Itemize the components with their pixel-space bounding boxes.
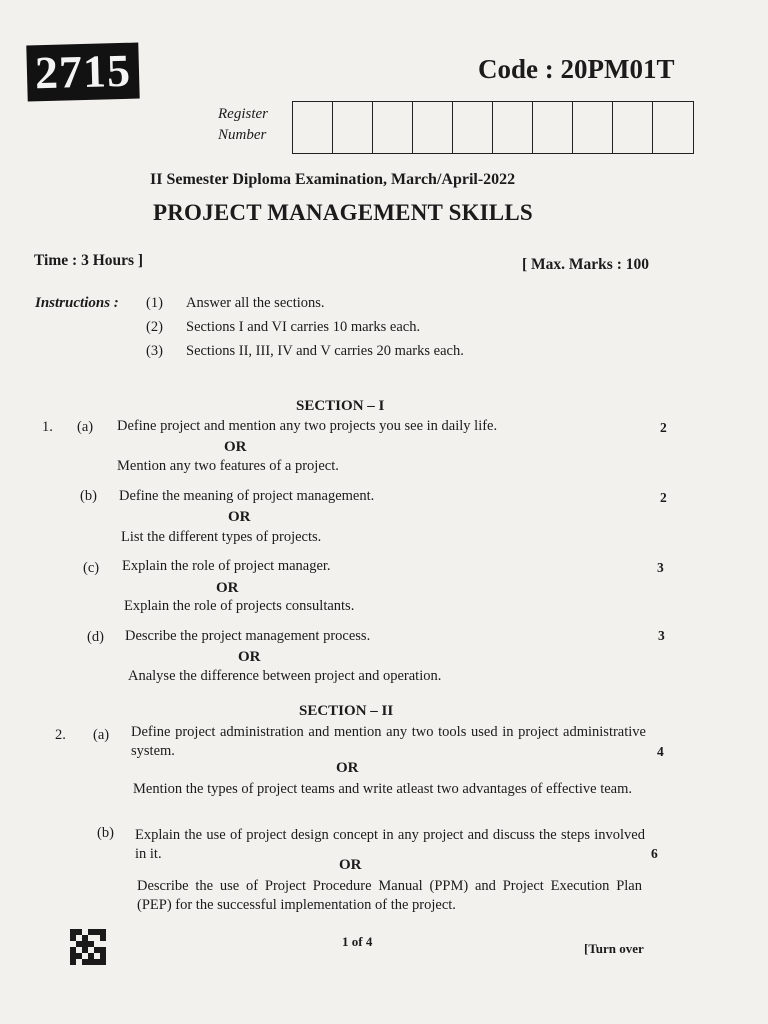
register-box <box>533 102 573 153</box>
subject-code: Code : 20PM01T <box>478 54 675 84</box>
register-box <box>293 102 333 153</box>
alternative-question-text: List the different types of projects. <box>121 529 322 545</box>
register-number-boxes <box>292 101 694 154</box>
alternative-question-text: Analyse the difference between project and operation. <box>128 668 442 684</box>
qr-code-icon <box>70 929 106 965</box>
question-marks: 3 <box>658 628 665 643</box>
register-number-label <box>218 104 268 146</box>
exam-title: II Semester Diploma Examination, March/April-2022 <box>150 171 516 188</box>
instruction-item <box>146 343 464 360</box>
instructions-label: Instructions : <box>35 295 119 311</box>
question-text: Explain the role of project manager. <box>122 558 331 574</box>
paper-code-badge: 2715 <box>26 43 139 102</box>
or-separator: OR <box>228 509 251 525</box>
question-number: 1. <box>42 419 53 435</box>
instruction-number: (3) <box>146 343 163 359</box>
register-box <box>493 102 533 153</box>
alternative-question-text: Explain the role of projects consultants. <box>124 598 355 614</box>
question-text: Define the meaning of project management. <box>119 488 375 504</box>
question-marks: 4 <box>657 744 664 759</box>
instruction-number: (1) <box>146 295 163 311</box>
register-box <box>413 102 453 153</box>
question-part-label: (b) <box>97 825 114 841</box>
alternative-question-text: Mention any two features of a project. <box>117 458 339 474</box>
question-part-label: (b) <box>80 488 97 504</box>
question-marks: 2 <box>660 490 667 505</box>
section-2-title: SECTION – II <box>299 703 394 719</box>
question-text: Describe the project management process. <box>125 628 371 644</box>
question-text: Define project administration and mention any two tools used in project administrative system. <box>131 724 646 759</box>
register-box <box>453 102 493 153</box>
question-part-label: (a) <box>93 727 110 743</box>
register-box <box>573 102 613 153</box>
register-label-line1: Register <box>218 106 268 122</box>
section-1-title: SECTION – I <box>296 398 385 414</box>
question-number: 2. <box>55 727 66 743</box>
register-box <box>333 102 373 153</box>
instruction-text: Answer all the sections. <box>186 295 325 311</box>
question-text: Define project and mention any two projects you see in daily life. <box>117 418 498 434</box>
question-marks: 6 <box>651 846 658 861</box>
register-label-line2: Number <box>218 127 267 143</box>
instruction-text: Sections II, III, IV and V carries 20 marks each. <box>186 343 464 359</box>
max-marks: [ Max. Marks : 100 <box>522 256 649 273</box>
turn-over-note: [Turn over <box>584 941 644 956</box>
register-box <box>613 102 653 153</box>
instruction-item <box>146 319 420 336</box>
question-part-label: (a) <box>77 419 94 435</box>
or-separator: OR <box>238 649 261 665</box>
register-box <box>653 102 693 153</box>
or-separator: OR <box>336 760 359 776</box>
or-separator: OR <box>339 857 362 873</box>
subject-title: PROJECT MANAGEMENT SKILLS <box>153 200 533 225</box>
instruction-number: (2) <box>146 319 163 335</box>
or-separator: OR <box>216 580 239 596</box>
instruction-text: Sections I and VI carries 10 marks each. <box>186 319 421 335</box>
page-number: 1 of 4 <box>342 934 373 949</box>
instruction-item <box>146 295 325 312</box>
alternative-question-text: Describe the use of Project Procedure Manual (PPM) and Project Execution Plan (PEP) for the successful implementation of the project. <box>137 878 642 913</box>
question-marks: 3 <box>657 560 664 575</box>
register-box <box>373 102 413 153</box>
question-part-label: (d) <box>87 629 104 645</box>
question-part-label: (c) <box>83 560 100 576</box>
question-marks: 2 <box>660 420 667 435</box>
time-allowed: Time : 3 Hours ] <box>34 252 144 269</box>
or-separator: OR <box>224 439 247 455</box>
alternative-question-text: Mention the types of project teams and write atleast two advantages of effective team. <box>133 781 632 797</box>
question-text: Explain the use of project design concept in any project and discuss the steps involved in it. <box>135 827 645 862</box>
